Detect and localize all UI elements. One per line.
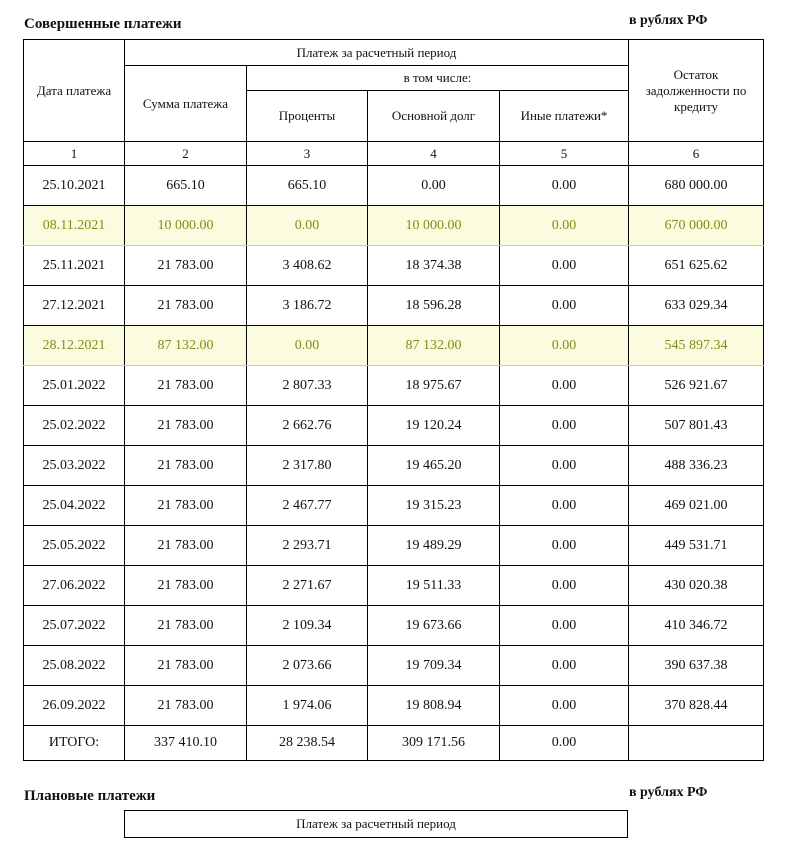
planned-payments-title: Плановые платежи [24,788,156,804]
interest-cell: 2 807.33 [247,366,368,406]
principal-cell: 18 596.28 [368,286,500,326]
column-number: 5 [500,142,629,166]
other-payments-cell: 0.00 [500,446,629,486]
table-row [24,606,764,646]
payment-date-cell: 25.05.2022 [24,526,125,566]
balance-cell: 370 828.44 [629,686,764,726]
payment-amount-cell: 21 783.00 [125,686,247,726]
payment-amount-cell: 21 783.00 [125,286,247,326]
payment-date-cell: 27.06.2022 [24,566,125,606]
balance-cell: 430 020.38 [629,566,764,606]
payment-date-cell: 25.08.2022 [24,646,125,686]
column-number: 4 [368,142,500,166]
column-number-row [24,142,764,166]
payment-date-cell: 25.03.2022 [24,446,125,486]
interest-cell: 665.10 [247,166,368,206]
header-period-payment: Платеж за расчетный период [125,40,629,66]
completed-currency-note: в рублях РФ [629,13,708,28]
header-remaining-balance: Остаток задолженности по кредиту [629,40,764,142]
other-payments-cell: 0.00 [500,206,629,246]
column-number: 2 [125,142,247,166]
table-row [24,366,764,406]
table-row [24,486,764,526]
other-payments-cell: 0.00 [500,286,629,326]
payment-date-cell: 28.12.2021 [24,326,125,366]
column-number: 3 [247,142,368,166]
other-payments-cell: 0.00 [500,606,629,646]
interest-cell: 2 109.34 [247,606,368,646]
principal-cell: 18 975.67 [368,366,500,406]
payment-amount-cell: 21 783.00 [125,366,247,406]
interest-cell: 2 317.80 [247,446,368,486]
planned-header-period-payment: Платеж за расчетный период [125,811,628,838]
payment-date-cell: 25.01.2022 [24,366,125,406]
other-payments-cell: 0.00 [500,166,629,206]
payment-amount-cell: 10 000.00 [125,206,247,246]
interest-cell: 2 271.67 [247,566,368,606]
principal-cell: 19 673.66 [368,606,500,646]
interest-cell: 0.00 [247,206,368,246]
total-interest: 28 238.54 [247,726,368,761]
balance-cell: 469 021.00 [629,486,764,526]
interest-cell: 2 662.76 [247,406,368,446]
balance-cell: 680 000.00 [629,166,764,206]
header-other-payments: Иные платежи* [500,91,629,142]
principal-cell: 19 465.20 [368,446,500,486]
payment-date-cell: 25.04.2022 [24,486,125,526]
principal-cell: 18 374.38 [368,246,500,286]
payment-amount-cell: 21 783.00 [125,606,247,646]
total-amount: 337 410.10 [125,726,247,761]
interest-cell: 2 293.71 [247,526,368,566]
balance-cell: 670 000.00 [629,206,764,246]
other-payments-cell: 0.00 [500,566,629,606]
principal-cell: 87 132.00 [368,326,500,366]
interest-cell: 3 186.72 [247,286,368,326]
balance-cell: 633 029.34 [629,286,764,326]
table-row [24,286,764,326]
principal-cell: 19 511.33 [368,566,500,606]
principal-cell: 0.00 [368,166,500,206]
payment-amount-cell: 665.10 [125,166,247,206]
total-balance [629,726,764,761]
table-row [24,526,764,566]
planned-payments-table [124,810,628,838]
payment-amount-cell: 21 783.00 [125,246,247,286]
payment-date-cell: 25.07.2022 [24,606,125,646]
balance-cell: 488 336.23 [629,446,764,486]
header-payment-amount: Сумма платежа [125,66,247,142]
payment-amount-cell: 21 783.00 [125,446,247,486]
table-row [24,246,764,286]
table-row [24,686,764,726]
header-including: в том числе: [247,66,629,91]
table-row [24,406,764,446]
header-principal: Основной долг [368,91,500,142]
payment-amount-cell: 21 783.00 [125,526,247,566]
header-interest: Проценты [247,91,368,142]
other-payments-cell: 0.00 [500,326,629,366]
planned-currency-note: в рублях РФ [629,785,708,800]
other-payments-cell: 0.00 [500,526,629,566]
payment-date-cell: 26.09.2022 [24,686,125,726]
completed-payments-title: Совершенные платежи [24,16,182,32]
principal-cell: 19 120.24 [368,406,500,446]
other-payments-cell: 0.00 [500,366,629,406]
interest-cell: 2 073.66 [247,646,368,686]
balance-cell: 651 625.62 [629,246,764,286]
balance-cell: 507 801.43 [629,406,764,446]
payment-date-cell: 08.11.2021 [24,206,125,246]
payment-date-cell: 25.02.2022 [24,406,125,446]
table-row [24,566,764,606]
interest-cell: 2 467.77 [247,486,368,526]
balance-cell: 545 897.34 [629,326,764,366]
payment-amount-cell: 21 783.00 [125,566,247,606]
other-payments-cell: 0.00 [500,406,629,446]
other-payments-cell: 0.00 [500,486,629,526]
table-row [24,646,764,686]
principal-cell: 19 808.94 [368,686,500,726]
column-number: 6 [629,142,764,166]
principal-cell: 19 489.29 [368,526,500,566]
payment-amount-cell: 21 783.00 [125,406,247,446]
column-number: 1 [24,142,125,166]
table-row [24,446,764,486]
balance-cell: 526 921.67 [629,366,764,406]
total-row [24,726,764,761]
total-label: ИТОГО: [24,726,125,761]
other-payments-cell: 0.00 [500,246,629,286]
payment-date-cell: 25.10.2021 [24,166,125,206]
table-row-highlighted [24,206,764,246]
interest-cell: 0.00 [247,326,368,366]
principal-cell: 19 315.23 [368,486,500,526]
payment-rows [24,166,764,726]
table-row [24,166,764,206]
balance-cell: 449 531.71 [629,526,764,566]
principal-cell: 10 000.00 [368,206,500,246]
payment-amount-cell: 21 783.00 [125,486,247,526]
total-principal: 309 171.56 [368,726,500,761]
table-row-highlighted [24,326,764,366]
total-other: 0.00 [500,726,629,761]
other-payments-cell: 0.00 [500,686,629,726]
interest-cell: 3 408.62 [247,246,368,286]
balance-cell: 410 346.72 [629,606,764,646]
header-payment-date: Дата платежа [24,40,125,142]
completed-payments-table [23,39,764,761]
other-payments-cell: 0.00 [500,646,629,686]
payment-date-cell: 25.11.2021 [24,246,125,286]
principal-cell: 19 709.34 [368,646,500,686]
balance-cell: 390 637.38 [629,646,764,686]
payment-date-cell: 27.12.2021 [24,286,125,326]
payment-amount-cell: 21 783.00 [125,646,247,686]
interest-cell: 1 974.06 [247,686,368,726]
payment-amount-cell: 87 132.00 [125,326,247,366]
